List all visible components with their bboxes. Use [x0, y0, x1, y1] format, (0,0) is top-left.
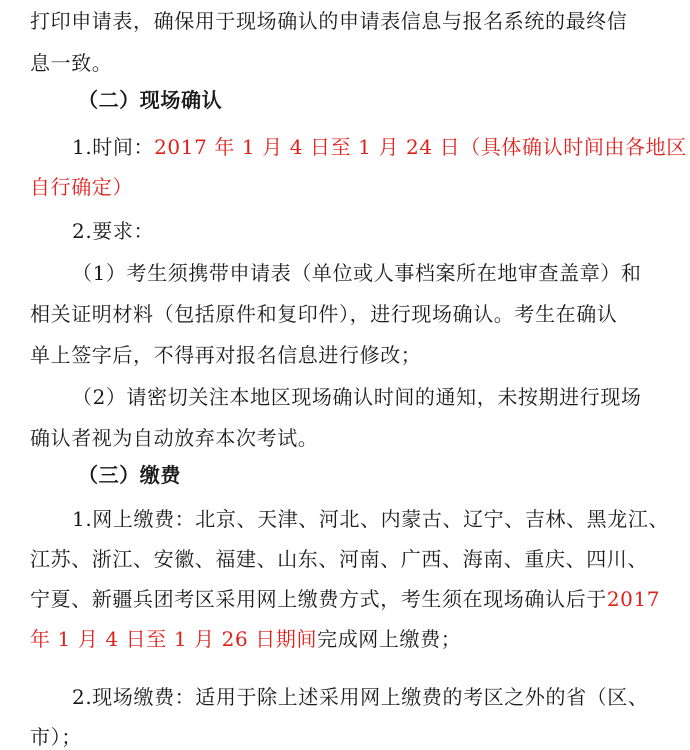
req1-line-1: （1）考生须携带申请表（单位或人事档案所在地审查盖章）和: [72, 261, 642, 285]
time-dates: 2017 年 1 月 4 日至 1 月 24 日（具体确认时间由各地区: [154, 135, 687, 159]
online-period: 年 1 月 4 日至 1 月 26 日期间: [30, 627, 318, 651]
requirements-label: 2.要求：: [72, 219, 155, 243]
req2-line-2: 确认者视为自动放弃本次考试。: [30, 426, 319, 450]
time-line-1: [72, 134, 690, 160]
section-heading-payment: （三）缴费: [78, 463, 181, 487]
online-line-1: 1.网上缴费：北京、天津、河北、内蒙古、辽宁、吉林、黑龙江、: [72, 507, 670, 531]
online-year: 2017: [606, 587, 661, 611]
online-line-3: [30, 586, 690, 612]
online-line-2: 江苏、浙江、安徽、福建、山东、河南、广西、海南、重庆、四川、: [30, 547, 648, 571]
req2-line-1: （2）请密切关注本地区现场确认时间的通知，未按期进行现场: [72, 385, 642, 409]
onsite-line-2: 市）；: [30, 725, 82, 749]
onsite-line-1: 2.现场缴费：适用于除上述采用网上缴费的考区之外的省（区、: [72, 685, 649, 709]
time-line-2: 自行确定）: [30, 175, 133, 199]
intro-line-1: 打印申请表，确保用于现场确认的申请表信息与报名系统的最终信: [30, 9, 628, 33]
online-line-4-text: 完成网上缴费；: [317, 627, 462, 651]
req1-line-3: 单上签字后，不得再对报名信息进行修改；: [30, 343, 422, 367]
time-label: 1.时间：: [72, 135, 155, 159]
intro-line-2: 息一致。: [30, 51, 113, 75]
section-heading-onsite-confirmation: （二）现场确认: [78, 88, 223, 112]
online-line-4: [30, 626, 690, 652]
online-line-3-text: 宁夏、新疆兵团考区采用网上缴费方式，考生须在现场确认后于: [30, 587, 607, 611]
req1-line-2: 相关证明材料（包括原件和复印件），进行现场确认。考生在确认: [30, 302, 618, 326]
